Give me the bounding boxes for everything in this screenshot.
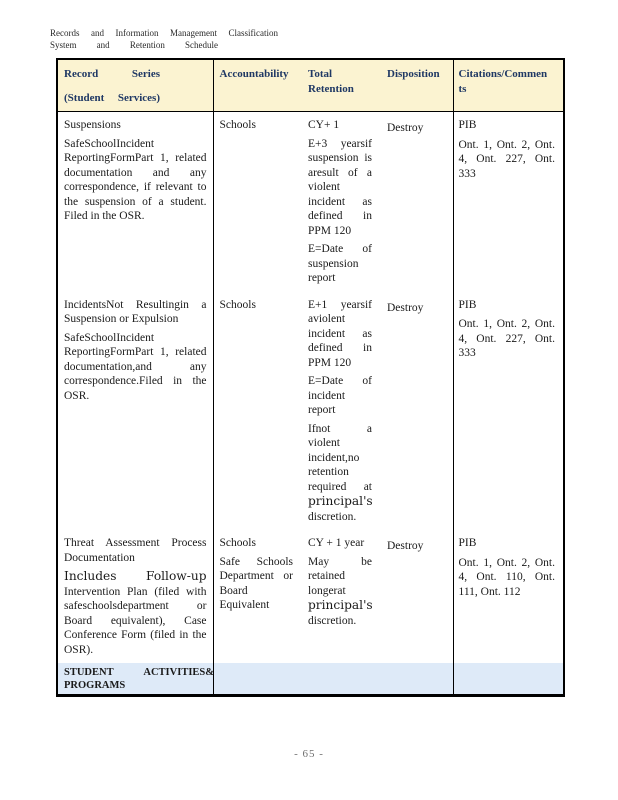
- citations-cell: PIB Ont. 1, Ont. 2, Ont. 4, Ont. 227, Ont. 333: [453, 112, 564, 292]
- total-retention-cell: CY + 1 year May be retained longerat principal's discretion.: [308, 537, 373, 627]
- header-citations: Citations/Commen ts: [453, 59, 564, 112]
- header-accountability: Accountability: [213, 59, 303, 112]
- disposition-cell: Destroy: [387, 301, 424, 314]
- header-disposition: Disposition: [385, 59, 453, 112]
- total-retention-cell: CY+ 1 E+3 yearsif suspension is aresult of a violent incident as defined in PPM 120 E=Date of suspension report: [308, 119, 372, 284]
- document-title-line2: System and Retention Schedule: [50, 40, 218, 50]
- section-label-cell: [57, 663, 213, 696]
- retention-schedule-table: [56, 58, 565, 697]
- record-series-title: IncidentsNot Resultingin a Suspension or Expulsion: [64, 298, 207, 325]
- record-series-cell: [57, 530, 213, 663]
- record-series-description: SafeSchoolIncident ReportingFormPart 1, related documentation and any correspondence, if relevant to the suspension of a student. Filed in the OSR.: [64, 137, 207, 222]
- header-record-series-line1: Record Series: [64, 68, 160, 80]
- record-series-cell: [57, 112, 213, 292]
- document-title: [50, 27, 278, 51]
- header-record-series: [57, 59, 213, 112]
- header-total-retention: Total Retention: [303, 59, 385, 112]
- record-series-title: Threat Assessment Process Documentation: [64, 537, 207, 564]
- record-series-description: Includes Follow-up Intervention Plan (filed with safeschoolsdepartment or Board equivalent), Case Conference Form (filed in the OSR).: [64, 569, 207, 656]
- accountability-cell: Schools: [219, 119, 256, 131]
- page-number: - 65 -: [294, 748, 324, 760]
- accountability-cell: Schools: [219, 298, 256, 311]
- citations-cell: PIB Ont. 1, Ont. 2, Ont. 4, Ont. 227, Ont. 333: [453, 292, 564, 531]
- record-series-cell: [57, 292, 213, 531]
- disposition-cell: Destroy: [387, 540, 424, 552]
- header-record-series-line2: (Student Services): [64, 91, 160, 104]
- emphasized-word: principal's: [308, 494, 373, 508]
- record-series-description: SafeSchoolIncident ReportingFormPart 1, related documentation,and any correspondence.Filed in the OSR.: [64, 331, 207, 402]
- record-series-title: Suspensions: [64, 119, 121, 131]
- section-row-student-activities: [57, 663, 564, 696]
- document-title-line1: Records and Information Management Classification: [50, 28, 278, 38]
- table-header-row: [57, 59, 564, 112]
- accountability-cell: Schools Safe Schools Department or Board Equivalent: [219, 537, 293, 611]
- disposition-cell: Destroy: [387, 122, 424, 134]
- emphasized-word: principal's: [308, 598, 373, 612]
- citations-cell: PIB Ont. 1, Ont. 2, Ont. 4, Ont. 110, Ont. 111, Ont. 112: [453, 530, 564, 663]
- emphasized-lead: Includes Follow-up: [64, 569, 207, 583]
- table-row-incidents: [57, 292, 564, 531]
- section-label: STUDENT ACTIVITIES& PROGRAMS: [64, 667, 214, 691]
- table-row-threat-assessment: [57, 530, 564, 663]
- total-retention-cell: E+1 yearsif aviolent incident as defined in PPM 120 E=Date of incident report Ifnot a violent incident,no retention required at principal's discretion.: [308, 298, 373, 523]
- table-row-suspensions: [57, 112, 564, 292]
